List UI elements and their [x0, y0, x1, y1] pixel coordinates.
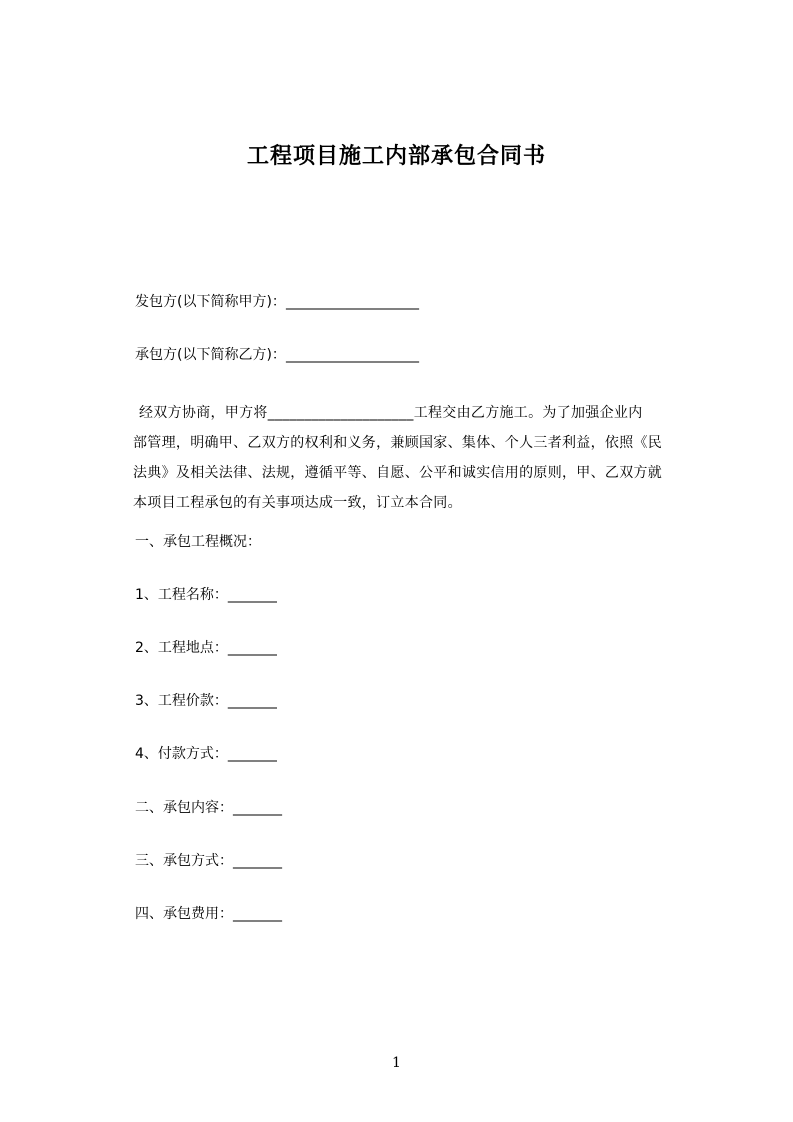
section-2-label: 二、承包内容：: [135, 800, 233, 816]
party-a-line: [135, 292, 419, 312]
section-4-blank: _______: [233, 906, 282, 922]
item-payment-method: [135, 744, 277, 764]
party-a-label: 发包方(以下简称甲方)：: [135, 294, 286, 310]
section-1-heading: 一、承包工程概况：: [135, 534, 261, 550]
project-name-blank: ____________________: [267, 405, 414, 421]
item-project-name: [135, 585, 277, 605]
document-title: 工程项目施工内部承包合同书: [246, 144, 546, 169]
party-b-label: 承包方(以下简称乙方)：: [135, 347, 286, 363]
item-blank: _______: [227, 693, 277, 709]
item-blank: _______: [227, 640, 277, 656]
party-b-blank: ___________________: [285, 347, 419, 363]
party-a-blank: ___________________: [285, 294, 419, 310]
section-3-blank: _______: [233, 853, 282, 869]
intro-line-3: 法典》及相关法律、法规，遵循平等、自愿、公平和诚实信用的原则，甲、乙双方就: [133, 465, 663, 481]
intro-line-1-before: 经双方协商，甲方将: [139, 405, 268, 421]
item-label: 3、工程价款：: [135, 693, 228, 709]
item-blank: _______: [227, 746, 277, 762]
item-project-location: [135, 638, 277, 658]
page-number: 1: [392, 1055, 401, 1071]
section-3-label: 三、承包方式：: [135, 853, 233, 869]
item-project-price: [135, 691, 277, 711]
item-label: 4、付款方式：: [135, 746, 228, 762]
intro-line-1: [133, 398, 713, 428]
section-3-line: [135, 851, 282, 871]
intro-line-1-after: 工程交由乙方施工。为了加强企业内: [413, 405, 643, 421]
intro-paragraph: [133, 398, 713, 518]
section-4-label: 四、承包费用：: [135, 906, 233, 922]
item-label: 1、工程名称：: [135, 587, 228, 603]
intro-line-4: 本项目工程承包的有关事项达成一致，订立本合同。: [133, 495, 462, 511]
intro-line-2: 部管理，明确甲、乙双方的权利和义务，兼顾国家、集体、个人三者利益，依照《民: [133, 435, 663, 451]
party-b-line: [135, 345, 419, 365]
section-2-blank: _______: [233, 800, 282, 816]
section-2-line: [135, 798, 282, 818]
item-label: 2、工程地点：: [135, 640, 228, 656]
item-blank: _______: [227, 587, 277, 603]
section-4-line: [135, 904, 282, 924]
